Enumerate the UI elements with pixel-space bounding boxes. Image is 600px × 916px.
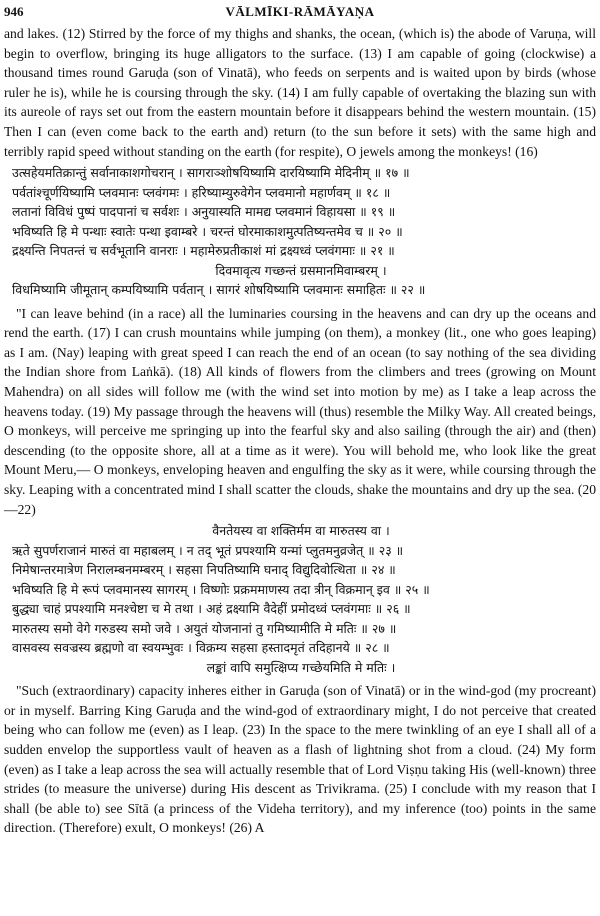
verse-line: लङ्कां वापि समुत्क्षिप्य गच्छेयमिति मे मतिः । [206,659,396,675]
translation-paragraph-2: "I can leave behind (in a race) all the luminaries coursing in the heavens and can dry up the oceans and rend the earth. (17) I can crush mountains while jumping (on them), a monkey (lit., one who goes leaping) as I am. (Nay) leaping with great speed I can reach the end of an ocean (to say nothing of the sea dividing the Indian shore from Laṅkā). (18) All kinds of flowers from the climbers and trees (growing on Mount Mahendra) on all sides will follow me (with the wind set into motion by me) as I take a leap across the heavens today. (19) My passage through the heavens will (thus) resemble the Milky Way. All created beings, O monkeys, will perceive me springing up into the fearful sky and also sailing (through the air) and (then) descending (to the opposite shore, all at a time as it were). You will behold me, who look like the great Mount Meru,— O monkeys, enveloping heaven and engulfing the sky as it were, while coursing through the sky. Leaping with a concentrated mind I shall scatter the clouds, shake the mountains and dry up the sea. (20—22) [4,305,596,517]
verse-line: लतानां विविधं पुष्पं पादपानां च सर्वशः । अनुयास्यति मामद्य प्लवमानं विहायसा ॥ १९ ॥ [12,204,396,220]
verse-line: दिवमावृत्य गच्छन्तं ग्रसमानमिवाम्बरम् । [215,262,387,278]
verse-line: वैनतेयस्य वा शक्तिर्मम वा मारुतस्य वा । [212,523,390,539]
translation-paragraph-1: and lakes. (12) Stirred by the force of my thighs and shanks, the ocean, (which is) the abode of Varuṇa, will begin to overflow, bringing its huge alligators to the surface. (13) I am capable of going (clockwise) a thousand times round Garuḍa (son of Vinatā), who feeds on serpents and is waited upon by birds (whose ruler he is), while he is coursing through the sky. (14) I am fully capable of overtaking the blazing sun with its aureole of rays set out from the eastern mountain before it disappears behind the western mountain. (15) Then I can (even come back to the earth and) return (to the sun before it sets) with the same high and terribly rapid speed without standing on the earth (for respite), O jewels among the monkeys! (16) [4,26,596,159]
verse-line: उत्सहेयमतिक्रान्तुं सर्वानाकाशगोचरान् । सागराञ्शोषयिष्यामि दारयिष्यामि मेदिनीम् ॥ १७ ॥ [12,165,410,181]
verse-line: ऋते सुपर्णराजानं मारुतं वा महाबलम् । न तद् भूतं प्रपश्यामि यन्मां प्लुतमनुव्रजेत् ॥ २३ ॥ [12,542,404,558]
page-header [4,4,596,24]
verse-line: बुद्ध्या चाहं प्रपश्यामि मनश्चेष्टा च मे तथा । अहं द्रक्ष्यामि वैदेहीं प्रमोदध्वं प्लवंगमाः ॥ २६ ॥ [12,601,411,617]
verse-line: द्रक्ष्यन्ति निपतन्तं च सर्वभूतानि वानराः । महामेरुप्रतीकाशं मां द्रक्ष्यध्वं प्लवंगमाः ॥ २१ ॥ [12,243,395,259]
sanskrit-verses-1 [4,163,596,300]
translation-paragraph-3: "Such (extraordinary) capacity inheres either in Garuḍa (son of Vinatā) or in the wind-god (my procreant) or in myself. Barring King Garuḍa and the wind-god of extraordinary might, I do not perceive that created being who can follow me (even) as I leap. (23) In the space to the mere twinkling of an eye I shall all of a sudden envelop the supportless vault of heaven as a flash of lightning shot from a cloud. (24) My form (even) as I take a leap across the sea will actually resemble that of Lord Viṣṇu taking His (well-known) three strides (to measure the universe) during His descent as Trivikrama. (25) I conclude with my reason that I shall (be able to) see Sītā (a princess of the Videha territory), and my inference (too) points in the same direction. (Therefore) exult, O monkeys! (26) A [4,683,596,836]
page-number: 946 [4,4,24,19]
verse-line: मारुतस्य समो वेगे गरुडस्य समो जवे । अयुतं योजनानां तु गमिष्यामीति मे मतिः ॥ २७ ॥ [12,620,397,636]
sanskrit-verses-2 [4,521,596,677]
verse-line: पर्वतांश्चूर्णयिष्यामि प्लवमानः प्लवंगमः । हरिष्याम्युरुवेगेन प्लवमानो महार्णवम् ॥ १८ ॥ [12,184,391,200]
verse-line: वासवस्य सवज्रस्य ब्रह्मणो वा स्वयम्भुवः । विक्रम्य सहसा हस्तादमृतं तदिहानये ॥ २८ ॥ [12,640,390,656]
verse-line: भविष्यति हि मे रूपं प्लवमानस्य सागरम् । विष्णोः प्रक्रममाणस्य तदा त्रीन् विक्रमान् इव ॥ २५ ॥ [12,581,430,597]
verse-line: भविष्यति हि मे पन्थाः स्वातेः पन्था इवाम्बरे । चरन्तं घोरमाकाशमुत्पतिष्यन्तमेव च ॥ २० ॥ [12,223,403,239]
verse-line: विधमिष्यामि जीमूतान् कम्पयिष्यामि पर्वतान् । सागरं शोषयिष्यामि प्लवमानः समाहितः ॥ २२ ॥ [12,282,426,298]
verse-line: निमेषान्तरमात्रेण निरालम्बनमम्बरम् । सहसा निपतिष्यामि घनाद् विद्युदिवोत्थिता ॥ २४ ॥ [12,562,396,578]
running-title: VĀLMĪKI-RĀMĀYAṆA [225,4,375,19]
